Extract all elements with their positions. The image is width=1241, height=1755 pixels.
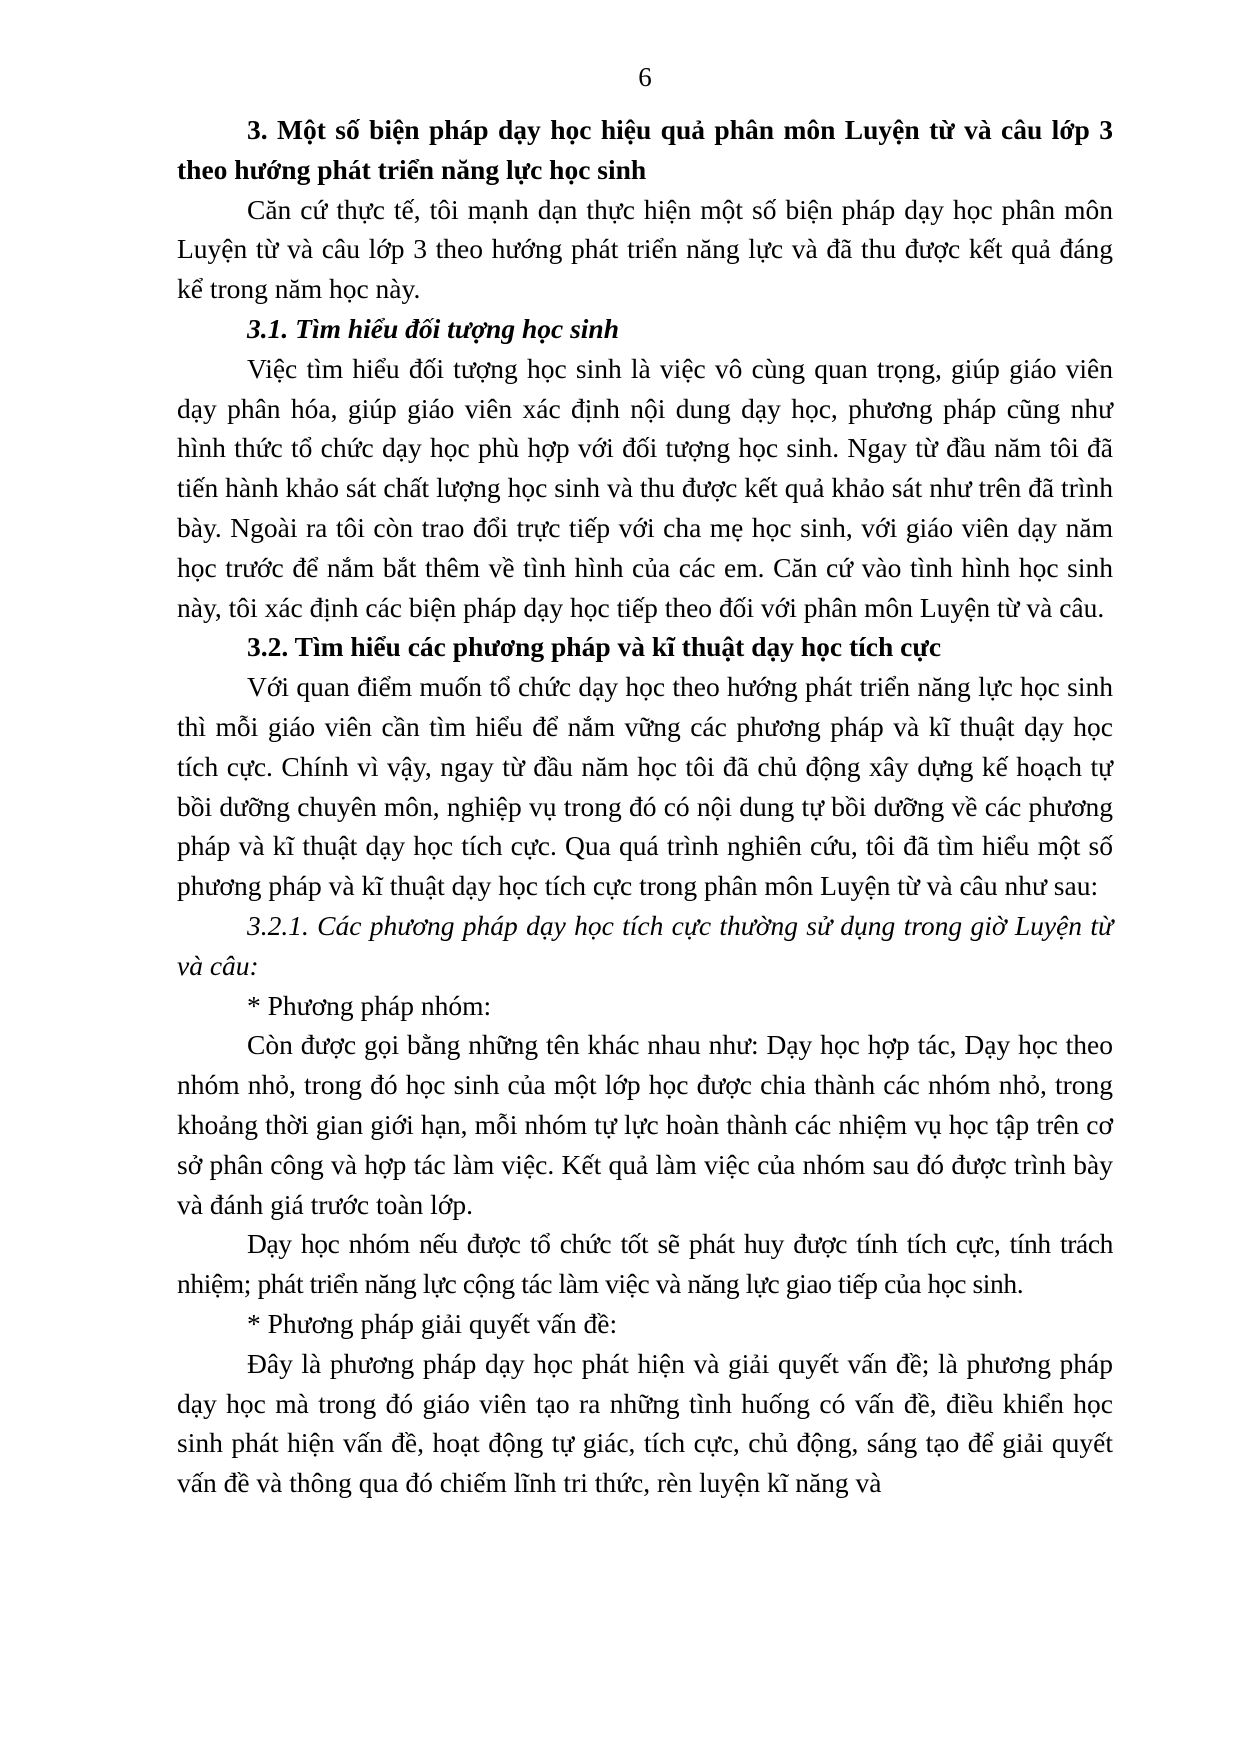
subsection-heading-3-2-1: 3.2.1. Các phương pháp dạy học tích cực thường sử dụng trong giờ Luyện từ và câu: bbox=[177, 909, 1113, 981]
section-heading-3: 3. Một số biện pháp dạy học hiệu quả phân môn Luyện từ và câu lớp 3 theo hướng phát triển năng lực học sinh bbox=[177, 114, 1113, 185]
paragraph-problem-solving: Đây là phương pháp dạy học phát hiện và giải quyết vấn đề; là phương pháp dạy học mà trong đó giáo viên tạo ra những tình huống có vấn đề, điều khiển học sinh phát hiện vấn đề, hoạt động tự giác, tích cực, chủ động, sáng tạo để giải quyết vấn đề và thông qua đó chiếm lĩnh tri thức, rèn luyện kĩ năng và bbox=[177, 1347, 1113, 1499]
page-number: 6 bbox=[638, 62, 652, 92]
page-body bbox=[177, 58, 1113, 1503]
paragraph-intro: Căn cứ thực tế, tôi mạnh dạn thực hiện một số biện pháp dạy học phân môn Luyện từ và câu lớp 3 theo hướng phát triển năng lực và đã thu được kết quả đáng kể trong năm học này. bbox=[177, 193, 1113, 305]
paragraph-group-benefits: Dạy học nhóm nếu được tổ chức tốt sẽ phát huy được tính tích cực, tính trách nhiệm; phát triển năng lực cộng tác làm việc và năng lực giao tiếp của học sinh. bbox=[177, 1228, 1113, 1300]
paragraph-3-1: Việc tìm hiểu đối tượng học sinh là việc vô cùng quan trọng, giúp giáo viên dạy phân hóa, giúp giáo viên xác định nội dung dạy học, phương pháp cũng như hình thức tổ chức dạy học phù hợp với đối tượng học sinh. Ngay từ đầu năm tôi đã tiến hành khảo sát chất lượng học sinh và thu được kết quả khảo sát như trên đã trình bày. Ngoài ra tôi còn trao đổi trực tiếp với cha mẹ học sinh, với giáo viên dạy năm học trước để nắm bắt thêm về tình hình của các em. Căn cứ vào tình hình học sinh này, tôi xác định các biện pháp dạy học tiếp theo đối với phân môn Luyện từ và câu. bbox=[177, 352, 1113, 623]
bullet-group-method: * Phương pháp nhóm: bbox=[247, 989, 492, 1021]
paragraph-group-method: Còn được gọi bằng những tên khác nhau như: Dạy học hợp tác, Dạy học theo nhóm nhỏ, trong đó học sinh của một lớp học được chia thành các nhóm nhỏ, trong khoảng thời gian giới hạn, mỗi nhóm tự lực hoàn thành các nhiệm vụ học tập trên cơ sở phân công và hợp tác làm việc. Kết quả làm việc của nhóm sau đó được trình bày và đánh giá trước toàn lớp. bbox=[177, 1029, 1113, 1220]
bullet-problem-solving-method: * Phương pháp giải quyết vấn đề: bbox=[247, 1307, 618, 1339]
paragraph-3-2: Với quan điểm muốn tổ chức dạy học theo hướng phát triển năng lực học sinh thì mỗi giáo viên cần tìm hiểu để nắm vững các phương pháp và kĩ thuật dạy học tích cực. Chính vì vậy, ngay từ đầu năm học tôi đã chủ động xây dựng kế hoạch tự bồi dưỡng chuyên môn, nghiệp vụ trong đó có nội dung tự bồi dưỡng về các phương pháp và kĩ thuật dạy học tích cực. Qua quá trình nghiên cứu, tôi đã tìm hiểu một số phương pháp và kĩ thuật dạy học tích cực trong phân môn Luyện từ và câu như sau: bbox=[177, 671, 1113, 902]
subsection-heading-3-2: 3.2. Tìm hiểu các phương pháp và kĩ thuật dạy học tích cực bbox=[247, 631, 942, 663]
subsection-heading-3-1: 3.1. Tìm hiểu đối tượng học sinh bbox=[247, 312, 620, 344]
